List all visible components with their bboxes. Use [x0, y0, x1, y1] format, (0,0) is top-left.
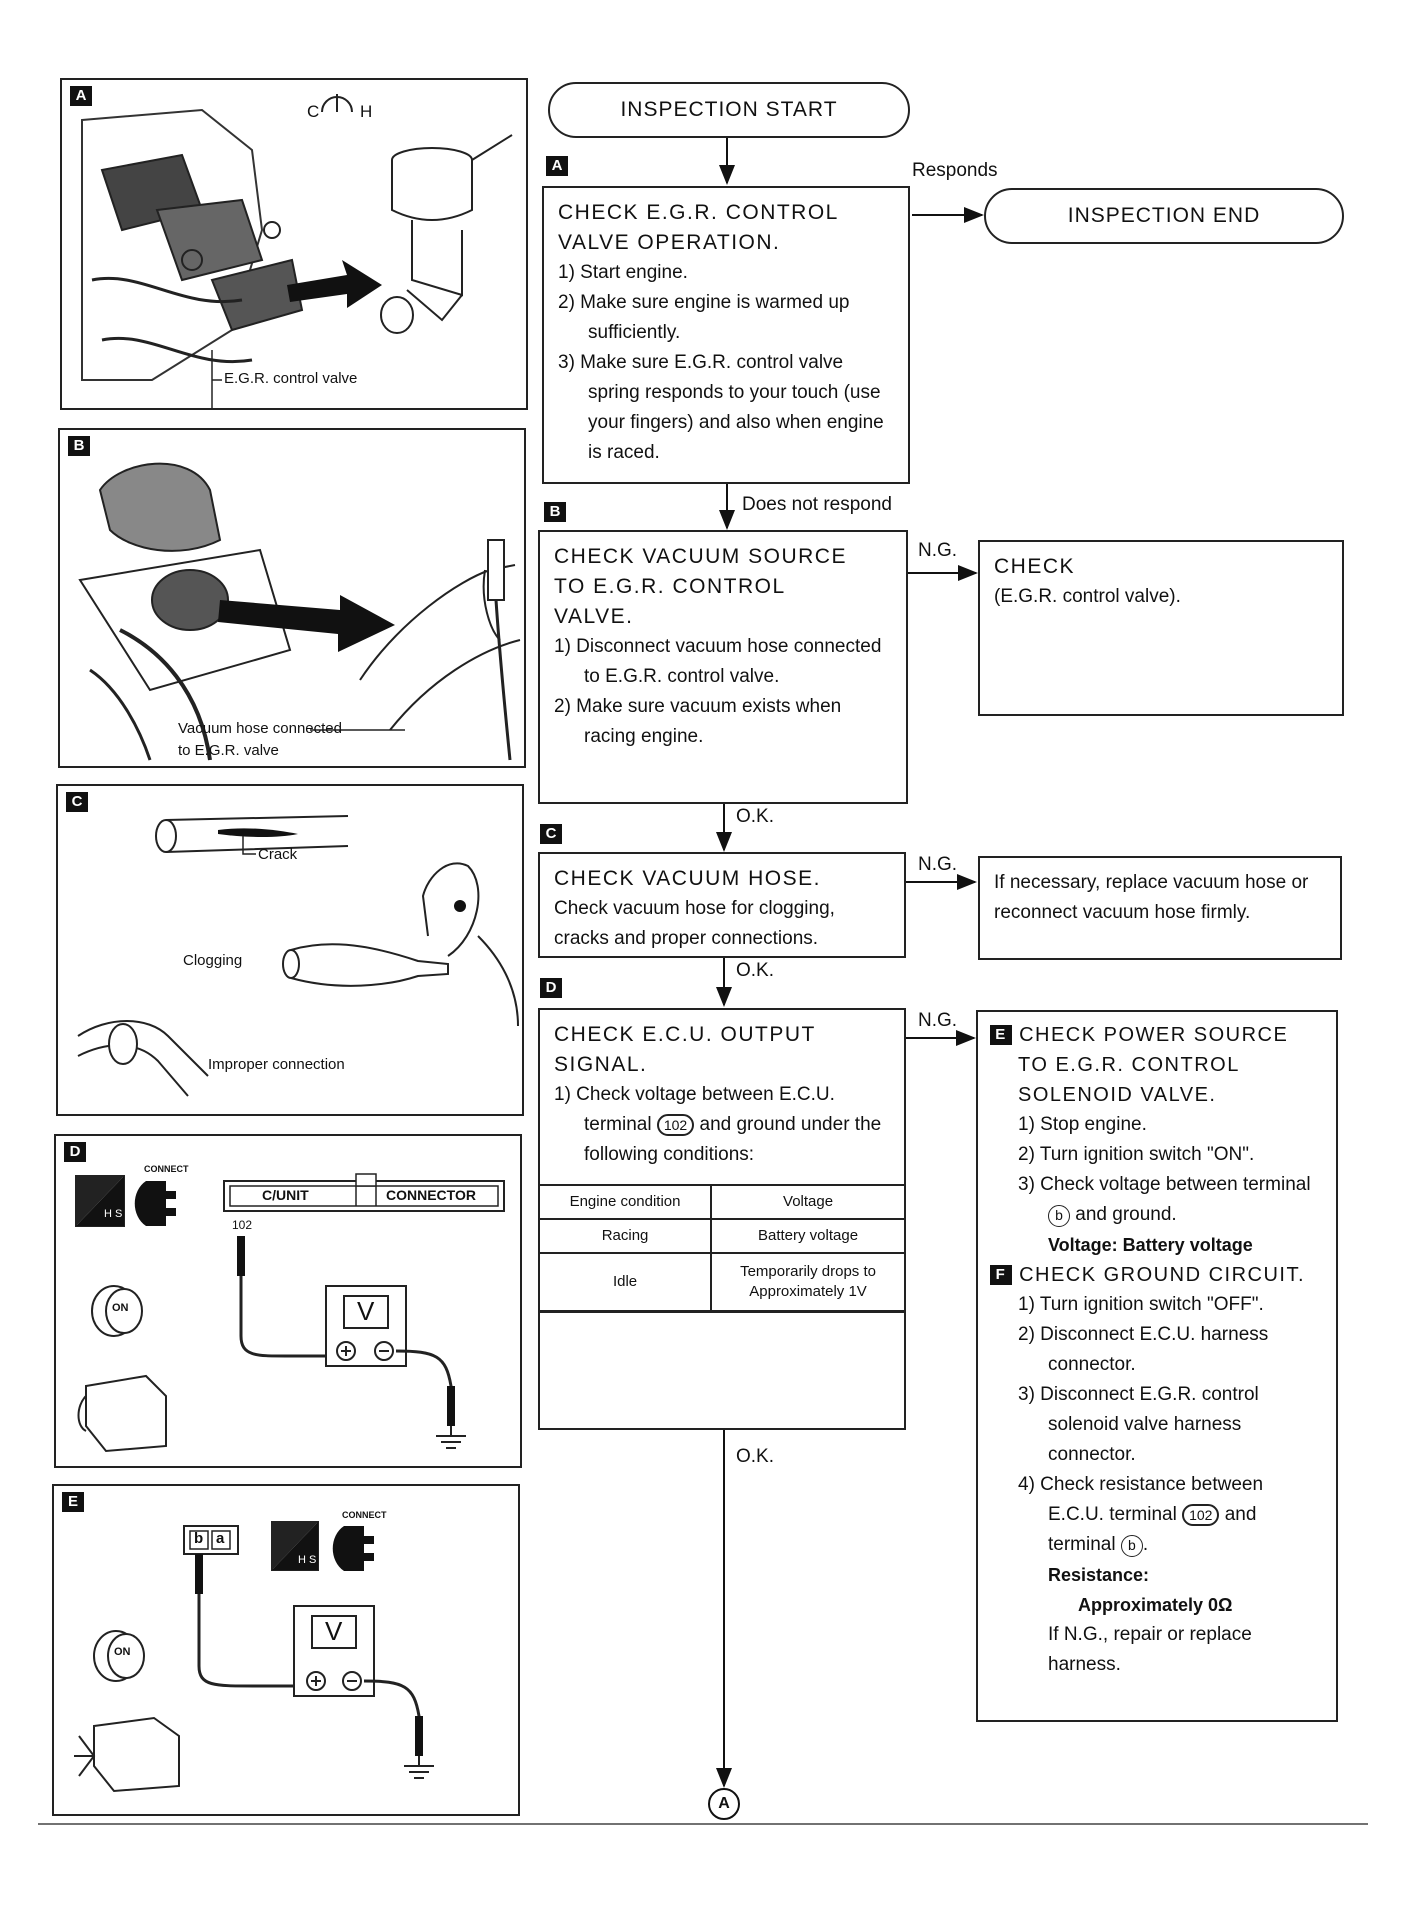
figure-c-tag: C [66, 792, 88, 812]
meter-v-label: V [357, 1296, 375, 1326]
hs-label: H S [104, 1208, 123, 1220]
connector-label: CONNECTOR [386, 1187, 476, 1203]
step-a-title-2: VALVE OPERATION. [558, 231, 781, 254]
c-unit-label: C/UNIT [262, 1187, 309, 1203]
step-e-item-3: 3) Check voltage between terminal b and ground. [1018, 1174, 1311, 1225]
does-not-respond-label: Does not respond [742, 494, 892, 515]
table-cell: Racing [540, 1219, 711, 1253]
step-a-item-3: 3) Make sure E.G.R. control valve spring responds to your touch (use your fingers) and also when engine is raced. [558, 352, 884, 463]
replace-hose-box [978, 856, 1342, 960]
step-a-title-1: CHECK E.G.R. CONTROL [558, 201, 839, 224]
step-f-item-3: 3) Disconnect E.G.R. control solenoid valve harness connector. [1018, 1384, 1259, 1465]
table-header-row [540, 1185, 904, 1219]
figure-e-tag: E [62, 1492, 84, 1512]
table-cell: Battery voltage [711, 1219, 904, 1253]
step-c-box [538, 852, 906, 958]
step-b-title-2: TO E.G.R. CONTROL [554, 575, 786, 598]
terminal-b-badge: b [1048, 1205, 1070, 1227]
step-d-title-2: SIGNAL. [554, 1053, 648, 1076]
step-e-title-2: TO E.G.R. CONTROL [1018, 1054, 1240, 1076]
terminal-102-badge-f: 102 [1182, 1504, 1219, 1526]
pin-a-label: a [216, 1530, 225, 1547]
step-e-voltage: Voltage: Battery voltage [1048, 1235, 1253, 1255]
step-c-title: CHECK VACUUM HOSE. [554, 867, 821, 890]
pin-b-label: b [194, 1530, 204, 1547]
responds-label: Responds [912, 160, 998, 181]
table-header-engine: Engine condition [540, 1185, 711, 1219]
step-d-item-1 [554, 1080, 890, 1170]
clogging-label: Clogging [183, 952, 243, 969]
ng-label-d: N.G. [918, 1010, 958, 1031]
step-b-title-3: VALVE. [554, 605, 634, 628]
figure-d-tag: D [64, 1142, 86, 1162]
inspection-end: INSPECTION END [984, 188, 1344, 244]
figure-b-caption-2: to E.G.R. valve [178, 742, 279, 759]
inspection-start: INSPECTION START [548, 82, 910, 138]
step-f-item-4: 4) Check resistance between E.C.U. terminal 102 and terminal b . [1018, 1474, 1264, 1555]
voltage-table [540, 1184, 904, 1313]
step-a-item-1: 1) Start engine. [558, 262, 688, 283]
check-egr-body: (E.G.R. control valve). [994, 586, 1181, 607]
gauge-c-label: C [307, 102, 320, 121]
resistance-label: Resistance: [1048, 1565, 1150, 1585]
step-d-title-1: CHECK E.C.U. OUTPUT [554, 1023, 816, 1046]
table-cell: Idle [540, 1253, 711, 1312]
step-a-tag: A [546, 156, 568, 176]
table-cell: Temporarily drops to Approximately 1V [711, 1253, 904, 1312]
resistance-value: Approximately 0Ω [1078, 1595, 1233, 1615]
ok-label-d: O.K. [736, 1446, 775, 1467]
connector-a: A [708, 1788, 740, 1820]
step-a-box [542, 186, 910, 484]
step-e-title-1: E CHECK POWER SOURCE [990, 1020, 1324, 1050]
figure-b-caption-1: Vacuum hose connected [178, 720, 342, 737]
step-e-title-3: SOLENOID VALVE. [1018, 1084, 1217, 1106]
pin-102-label: 102 [232, 1218, 253, 1232]
step-b-item-2: 2) Make sure vacuum exists when racing engine. [554, 696, 842, 747]
check-egr-box [978, 540, 1344, 716]
connect-label-e: CONNECT [342, 1510, 387, 1520]
figure-a-tag: A [70, 86, 92, 106]
ng-label-c: N.G. [918, 854, 958, 875]
step-f-repair: If N.G., repair or replace harness. [1048, 1624, 1252, 1675]
ok-label-c: O.K. [736, 960, 775, 981]
step-b-box [538, 530, 908, 804]
step-f-item-1: 1) Turn ignition switch "OFF". [1018, 1294, 1264, 1315]
ok-label-b: O.K. [736, 806, 775, 827]
check-egr-title: CHECK [994, 555, 1076, 578]
step-e-item-2: 2) Turn ignition switch "ON". [1018, 1144, 1255, 1165]
step-d-item-1-a: 1) Check voltage between E.C.U. terminal [554, 1084, 835, 1135]
on-label-e: ON [114, 1646, 131, 1658]
step-f-tag: F [990, 1265, 1012, 1285]
step-d-item-1-b: and ground under the following conditions: [584, 1114, 882, 1165]
terminal-b-badge-f: b [1121, 1535, 1143, 1557]
ng-label-b: N.G. [918, 540, 958, 561]
improper-connection-label: Improper connection [208, 1056, 345, 1073]
step-e-item-1: 1) Stop engine. [1018, 1114, 1147, 1135]
step-a-item-2: 2) Make sure engine is warmed up sufficiently. [558, 292, 850, 343]
step-d-tag: D [540, 978, 562, 998]
gauge-h-label: H [360, 102, 373, 121]
step-ef-box [976, 1010, 1338, 1722]
figure-b-tag: B [68, 436, 90, 456]
table-header-voltage: Voltage [711, 1185, 904, 1219]
hs-label-e: H S [298, 1554, 317, 1566]
table-row [540, 1219, 904, 1253]
terminal-102-badge: 102 [657, 1114, 694, 1136]
on-label: ON [112, 1302, 129, 1314]
replace-hose-text: If necessary, replace vacuum hose or reconnect vacuum hose firmly. [994, 872, 1309, 923]
step-b-tag: B [544, 502, 566, 522]
step-b-title-1: CHECK VACUUM SOURCE [554, 545, 847, 568]
table-row [540, 1253, 904, 1312]
step-b-item-1: 1) Disconnect vacuum hose connected to E.G.R. control valve. [554, 636, 882, 687]
connect-label: CONNECT [144, 1164, 189, 1174]
crack-label: Crack [258, 846, 298, 863]
step-d-box [538, 1008, 906, 1430]
step-e-tag: E [990, 1025, 1012, 1045]
step-f-item-2: 2) Disconnect E.C.U. harness connector. [1018, 1324, 1269, 1375]
step-c-body: Check vacuum hose for clogging, cracks and proper connections. [554, 898, 835, 949]
step-f-title: F CHECK GROUND CIRCUIT. [990, 1260, 1324, 1290]
voltage-table-wrap [540, 1184, 904, 1313]
figure-a-caption: E.G.R. control valve [224, 370, 358, 387]
step-c-tag: C [540, 824, 562, 844]
meter-v-label-e: V [325, 1616, 343, 1646]
